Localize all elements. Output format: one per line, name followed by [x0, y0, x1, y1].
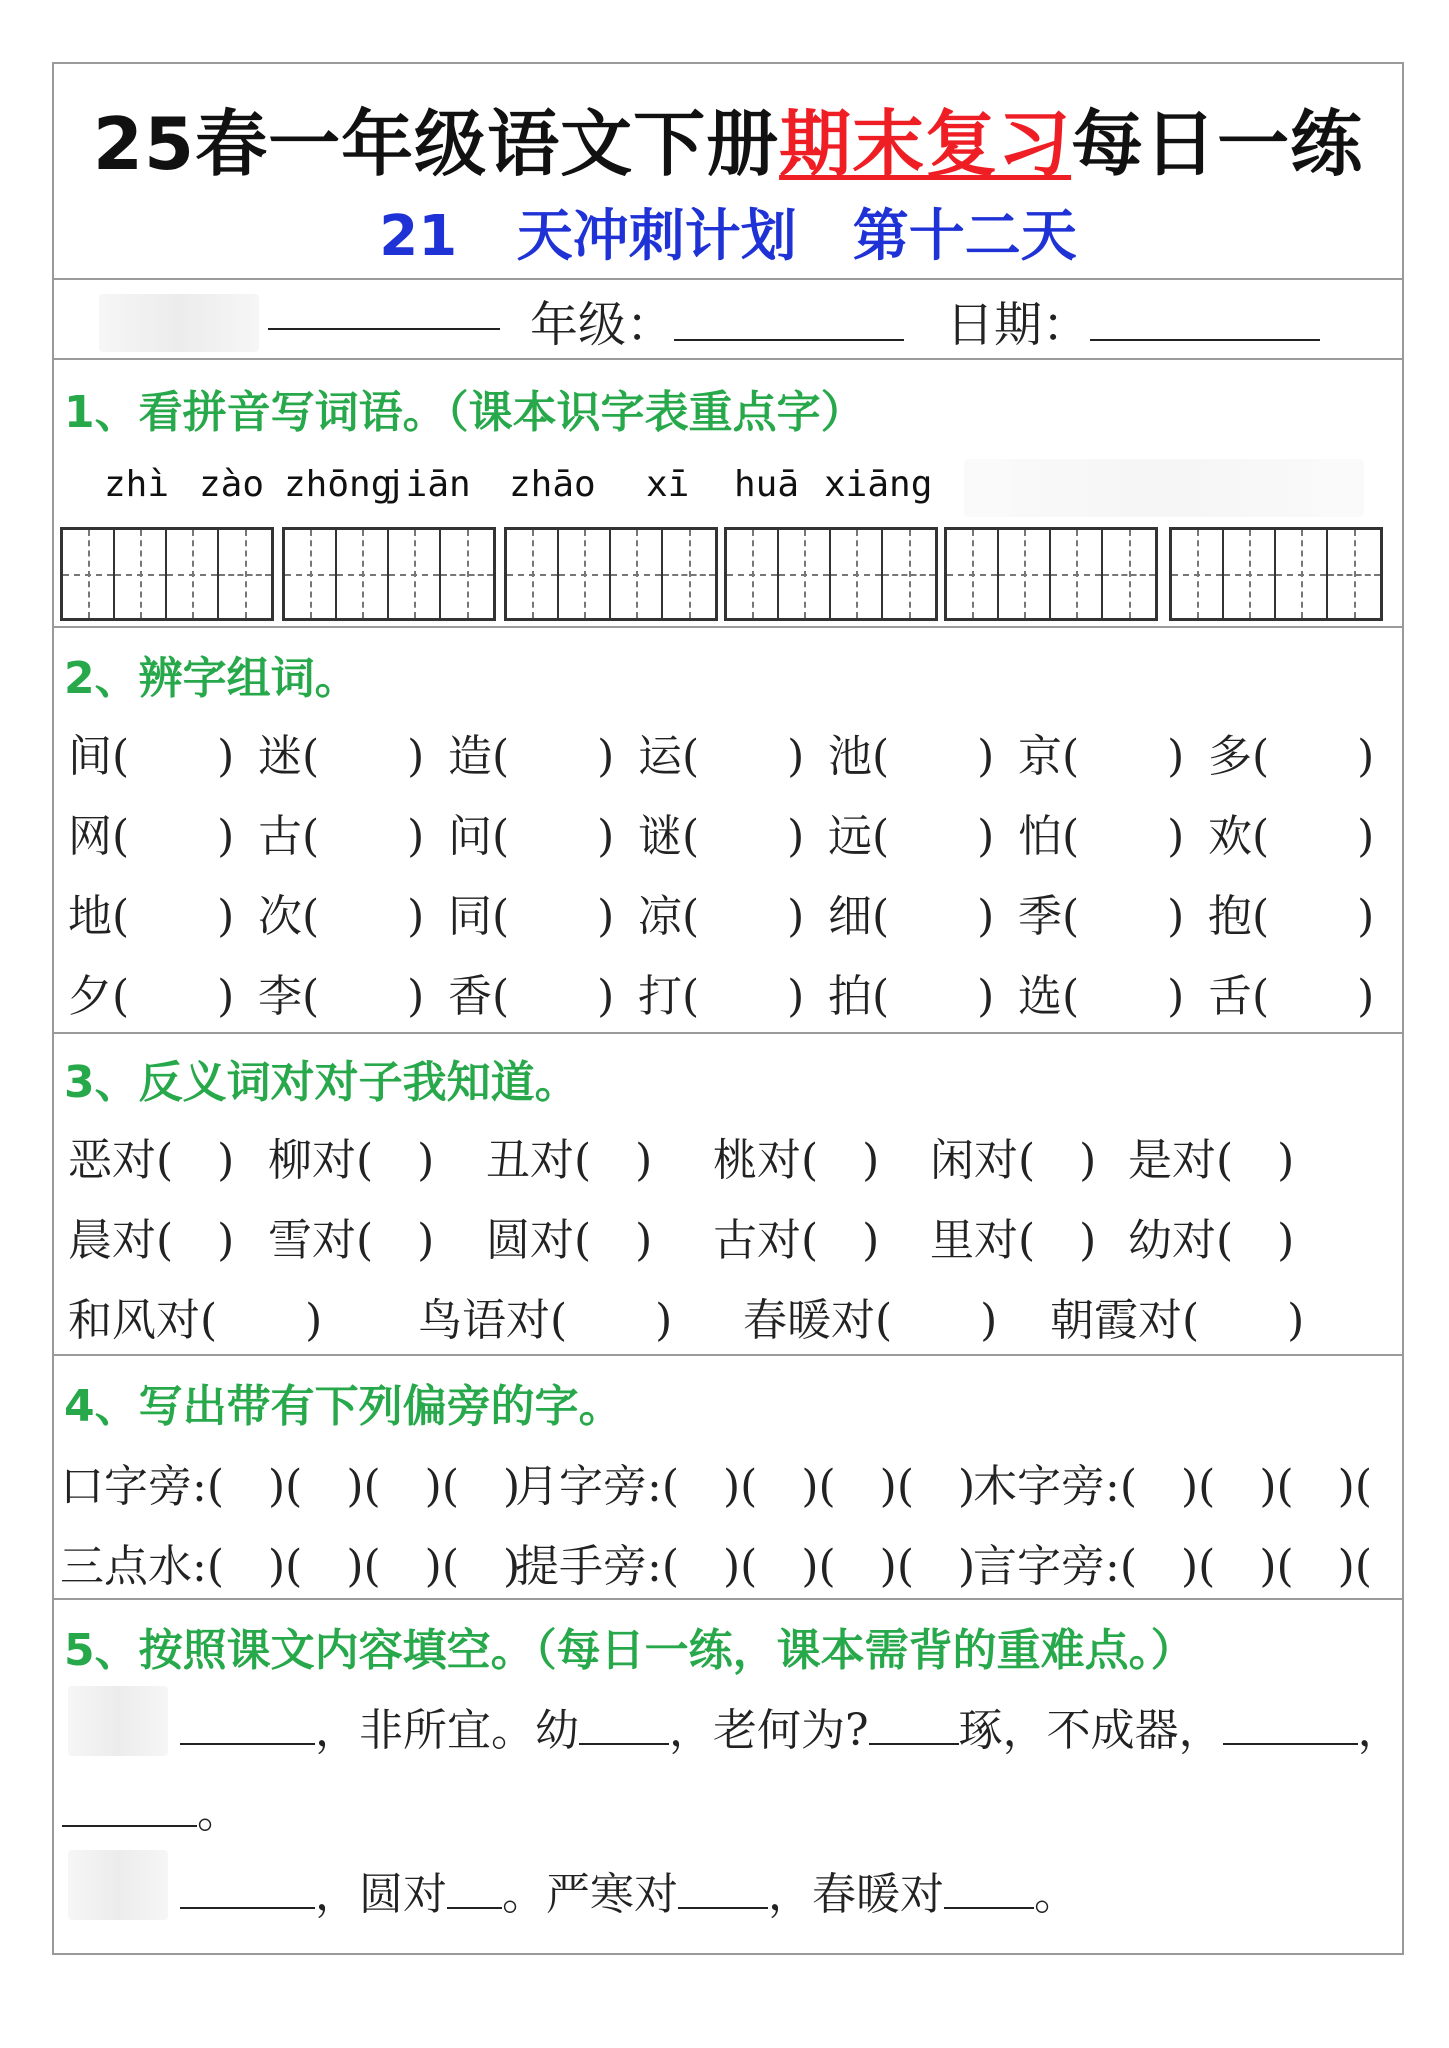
title-prefix: 25春一年级语文下册	[92, 102, 780, 186]
pinyin: jiān	[384, 464, 471, 505]
antonym-item[interactable]: 春暖对( )	[743, 1295, 998, 1346]
writing-grid[interactable]	[282, 527, 496, 621]
recite-text: ，圆对	[315, 1869, 447, 1920]
antonym-item[interactable]: 桃对( )	[713, 1135, 880, 1186]
antonym-item[interactable]: 闲对( )	[930, 1135, 1097, 1186]
date-field[interactable]	[946, 286, 1320, 355]
radical-item[interactable]: 口字旁:( )( )( )( )	[60, 1461, 521, 1512]
answer-blank[interactable]	[1223, 1707, 1358, 1745]
word-item[interactable]: 地( )	[68, 891, 235, 942]
answer-blank[interactable]	[678, 1871, 768, 1909]
word-item[interactable]: 细( )	[828, 891, 995, 942]
title-suffix: 每日一练	[1071, 102, 1364, 186]
redacted-text	[68, 1686, 168, 1756]
redacted-text	[68, 1850, 168, 1920]
antonym-item[interactable]: 里对( )	[930, 1215, 1097, 1266]
pinyin: zhōng	[284, 464, 393, 505]
answer-blank[interactable]	[180, 1707, 315, 1745]
word-item[interactable]: 运( )	[638, 731, 805, 782]
word-item[interactable]: 欢( )	[1208, 811, 1375, 862]
divider	[54, 1354, 1402, 1356]
title-highlight: 期末复习	[779, 102, 1072, 186]
redacted-name-label	[99, 294, 259, 352]
word-item[interactable]: 远( )	[828, 811, 995, 862]
word-item[interactable]: 池( )	[828, 731, 995, 782]
pinyin: zhì	[104, 464, 170, 505]
word-item[interactable]: 拍( )	[828, 971, 995, 1022]
recite-text: 。	[197, 1787, 241, 1838]
writing-grid[interactable]	[724, 527, 938, 621]
pinyin: zào	[199, 464, 265, 505]
recite-line-1	[180, 1694, 1402, 1758]
antonym-item[interactable]: 晨对( )	[68, 1215, 235, 1266]
word-item[interactable]: 古( )	[258, 811, 425, 862]
page-title	[54, 86, 1402, 190]
writing-grid[interactable]	[1169, 527, 1383, 621]
recite-text: ，	[1357, 1705, 1402, 1756]
word-item[interactable]: 打( )	[638, 971, 805, 1022]
recite-line-2	[62, 1776, 241, 1840]
section-3-title: 3、反义词对对子我知道。	[64, 1057, 579, 1108]
recite-line-3	[180, 1858, 1078, 1922]
word-item[interactable]: 凉( )	[638, 891, 805, 942]
word-item[interactable]: 问( )	[448, 811, 615, 862]
word-item[interactable]: 网( )	[68, 811, 235, 862]
antonym-item[interactable]: 柳对( )	[268, 1135, 435, 1186]
divider	[54, 278, 1402, 280]
redacted-pinyin	[964, 459, 1364, 517]
word-item[interactable]: 间( )	[68, 731, 235, 782]
antonym-item[interactable]: 朝霞对( )	[1050, 1295, 1305, 1346]
antonym-item[interactable]: 雪对( )	[268, 1215, 435, 1266]
recite-text: ，春暖对	[768, 1869, 944, 1920]
answer-blank[interactable]	[62, 1789, 197, 1827]
word-item[interactable]: 季( )	[1018, 891, 1185, 942]
date-label: 日期：	[946, 297, 1091, 353]
radical-item[interactable]: 提手旁:( )( )( )( )	[515, 1541, 976, 1592]
word-item[interactable]: 舌( )	[1208, 971, 1375, 1022]
answer-blank[interactable]	[869, 1707, 959, 1745]
divider	[54, 1598, 1402, 1600]
pinyin: xī	[646, 464, 690, 505]
word-item[interactable]: 怕( )	[1018, 811, 1185, 862]
recite-text: 琢，不成器，	[958, 1705, 1223, 1756]
word-item[interactable]: 造( )	[448, 731, 615, 782]
section-4-title: 4、写出带有下列偏旁的字。	[64, 1381, 623, 1432]
worksheet	[52, 62, 1404, 1955]
antonym-item[interactable]: 是对( )	[1128, 1135, 1295, 1186]
writing-grid[interactable]	[944, 527, 1158, 621]
divider	[54, 358, 1402, 360]
section-2-title: 2、辨字组词。	[64, 653, 359, 704]
radical-item[interactable]: 言字旁:( )( )( )(	[973, 1541, 1372, 1592]
grade-label: 年级：	[530, 297, 675, 353]
grade-field[interactable]	[530, 286, 904, 355]
section-1-title: 1、看拼音写词语。（课本识字表重点字）	[64, 387, 865, 438]
section-5-title: 5、按照课文内容填空。（每日一练，课本需背的重难点。）	[64, 1625, 1195, 1676]
writing-grid[interactable]	[504, 527, 718, 621]
word-item[interactable]: 同( )	[448, 891, 615, 942]
antonym-item[interactable]: 古对( )	[713, 1215, 880, 1266]
word-item[interactable]: 选( )	[1018, 971, 1185, 1022]
recite-text: 。严寒对	[502, 1869, 678, 1920]
radical-item[interactable]: 月字旁:( )( )( )( )	[515, 1461, 976, 1512]
antonym-item[interactable]: 鸟语对( )	[418, 1295, 673, 1346]
pinyin: huā	[734, 464, 800, 505]
word-item[interactable]: 次( )	[258, 891, 425, 942]
radical-item[interactable]: 三点水:( )( )( )( )	[60, 1541, 521, 1592]
recite-text: 。	[1034, 1869, 1078, 1920]
word-item[interactable]: 抱( )	[1208, 891, 1375, 942]
divider	[54, 626, 1402, 628]
pinyin: zhāo	[509, 464, 596, 505]
divider	[54, 1032, 1402, 1034]
page-subtitle: 21 天冲刺计划 第十二天	[379, 204, 1077, 269]
word-item[interactable]: 多( )	[1208, 731, 1375, 782]
antonym-item[interactable]: 圆对( )	[486, 1215, 653, 1266]
antonym-item[interactable]: 恶对( )	[68, 1135, 235, 1186]
pinyin: xiāng	[824, 464, 933, 505]
recite-text: ，非所宜。幼	[315, 1705, 579, 1756]
word-item[interactable]: 谜( )	[638, 811, 805, 862]
word-item[interactable]: 迷( )	[258, 731, 425, 782]
answer-blank[interactable]	[579, 1707, 669, 1745]
recite-text: ，老何为?	[669, 1705, 869, 1756]
word-item[interactable]: 李( )	[258, 971, 425, 1022]
answer-blank[interactable]	[180, 1871, 315, 1909]
antonym-item[interactable]: 幼对( )	[1128, 1215, 1295, 1266]
name-field[interactable]	[268, 286, 500, 342]
radical-item[interactable]: 木字旁:( )( )( )(	[973, 1461, 1372, 1512]
antonym-item[interactable]: 丑对( )	[486, 1135, 653, 1186]
answer-blank[interactable]	[447, 1871, 502, 1909]
antonym-item[interactable]: 和风对( )	[68, 1295, 323, 1346]
word-item[interactable]: 夕( )	[68, 971, 235, 1022]
writing-grid[interactable]	[60, 527, 274, 621]
word-item[interactable]: 香( )	[448, 971, 615, 1022]
word-item[interactable]: 京( )	[1018, 731, 1185, 782]
answer-blank[interactable]	[944, 1871, 1034, 1909]
